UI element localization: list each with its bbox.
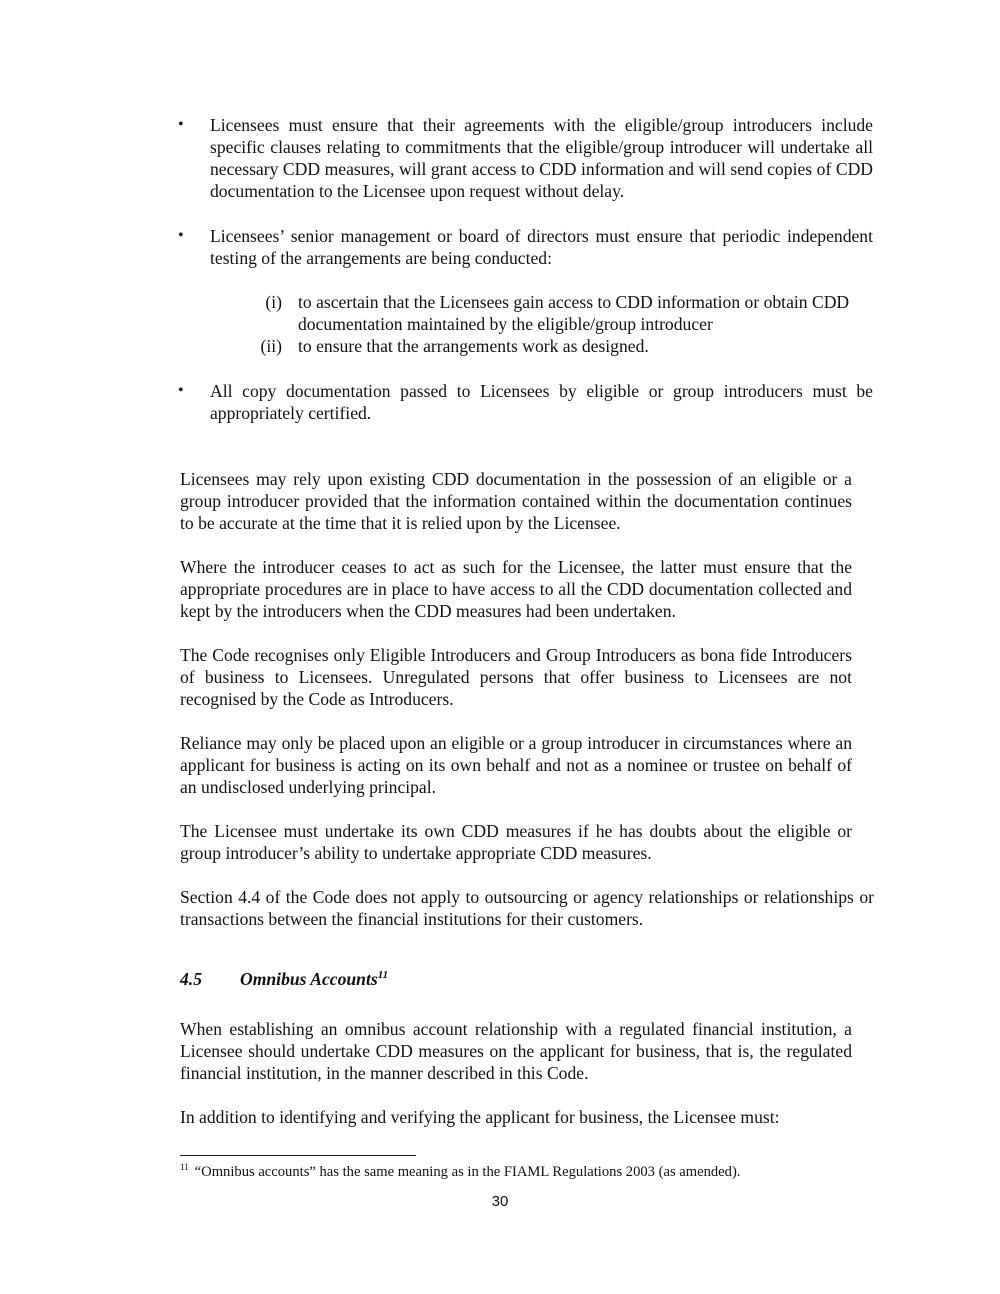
sub-item-text: to ensure that the arrangements work as designed. xyxy=(298,336,649,356)
paragraph-existing-cdd: Licensees may rely upon existing CDD documentation in the possession of an eligible or a group introducer provided that the information contained within the documentation continues to be accurate at the time that it is relied upon by the Licensee. xyxy=(180,469,852,533)
section-title-text: Omnibus Accounts xyxy=(240,969,378,989)
page-number: 30 xyxy=(491,1193,509,1210)
paragraph-omnibus-relationship: When establishing an omnibus account relationship with a regulated financial institution, a Licensee should undertake CDD measures on the applicant for business, that is, the regulated financial institution, in the manner described in this Code. xyxy=(180,1019,852,1083)
paragraph-own-cdd: The Licensee must undertake its own CDD measures if he has doubts about the eligible or group introducer’s ability to undertake appropriate CDD measures. xyxy=(180,821,852,863)
section-number: 4.5 xyxy=(180,969,202,989)
bullet-marker: • xyxy=(178,227,184,244)
sub-item-number: (ii) xyxy=(260,336,282,356)
paragraph-introducer-ceases: Where the introducer ceases to act as such for the Licensee, the latter must ensure that the appropriate procedures are in place to have access to all the CDD documentation collected and kept by the introducers when the CDD measures had been undertaken. xyxy=(180,557,852,621)
bullet-item-agreements: Licensees must ensure that their agreements with the eligible/group introducers include specific clauses relating to commitments that the eligible/group introducer will undertake all necessary CDD measures, will grant access to CDD information and will send copies of CDD documentation to the Licensee upon request without delay. xyxy=(210,115,873,201)
sub-item-number: (i) xyxy=(265,292,282,312)
footnote xyxy=(180,1163,740,1181)
paragraph-code-recognises: The Code recognises only Eligible Introducers and Group Introducers as bona fide Introducers of business to Licensees. Unregulated persons that offer business to Licensees are not recognised by the Code as Introducers. xyxy=(180,645,852,709)
bullet-item-periodic-testing: Licensees’ senior management or board of directors must ensure that periodic independent testing of the arrangements are being conducted: xyxy=(210,226,873,268)
bullet-item-certified-copies: All copy documentation passed to Licensees by eligible or group introducers must be appropriately certified. xyxy=(210,381,873,423)
footnote-text: “Omnibus accounts” has the same meaning as in the FIAML Regulations 2003 (as amended). xyxy=(194,1164,741,1180)
section-title xyxy=(240,968,388,990)
bullet-marker: • xyxy=(178,116,184,133)
footnote-number: 11 xyxy=(180,1162,189,1172)
paragraph-reliance: Reliance may only be placed upon an eligible or a group introducer in circumstances where an applicant for business is acting on its own behalf and not as a nominee or trustee on behalf of an undisclosed underlying principal. xyxy=(180,733,852,797)
sub-item-text: to ascertain that the Licensees gain access to CDD information or obtain CDD documentation maintained by the eligible/group introducer xyxy=(298,292,850,334)
footnote-reference[interactable]: 11 xyxy=(377,969,389,981)
paragraph-section-4-4: Section 4.4 of the Code does not apply to outsourcing or agency relationships or relationships or transactions between the financial institutions for their customers. xyxy=(180,887,874,929)
bullet-marker: • xyxy=(178,382,184,399)
footnote-divider xyxy=(180,1155,416,1156)
paragraph-in-addition: In addition to identifying and verifying the applicant for business, the Licensee must: xyxy=(180,1107,780,1127)
